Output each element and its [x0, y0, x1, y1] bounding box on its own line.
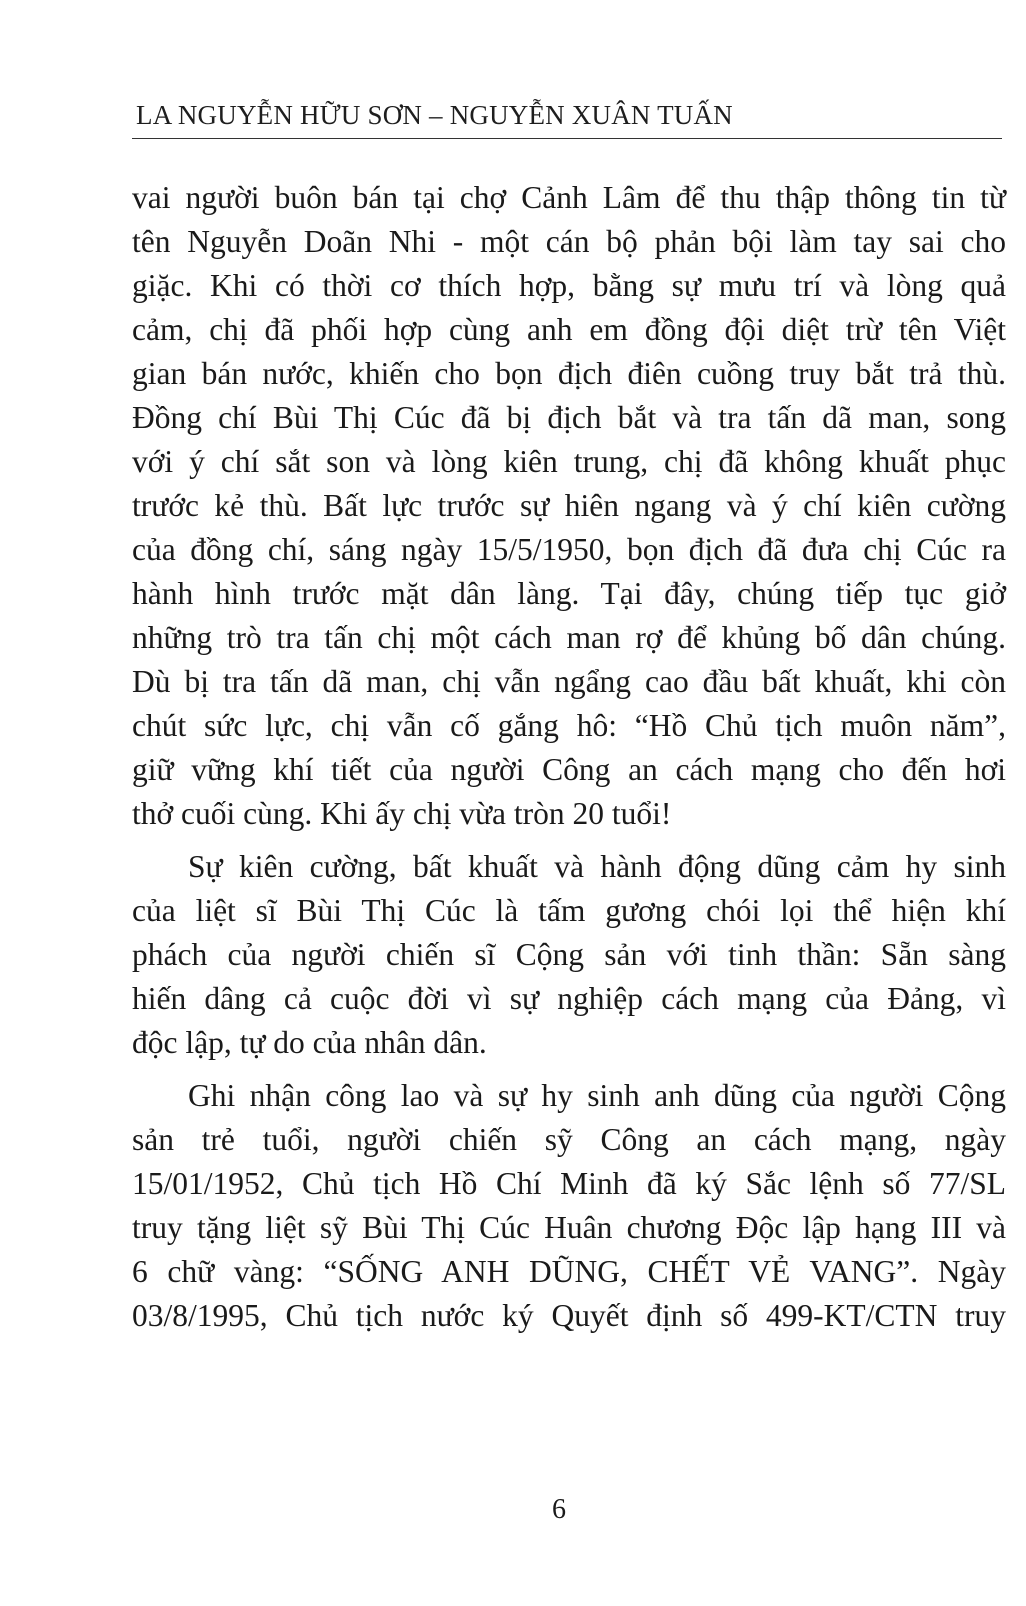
text-line: giữ vững khí tiết của người Công an cách mạng cho đến hơi — [132, 752, 1006, 787]
text-line: những trò tra tấn chị một cách man rợ để khủng bố dân chúng. — [132, 620, 1006, 655]
paragraph-3 — [132, 1074, 1006, 1338]
paragraph-gap — [132, 836, 1006, 845]
text-line: cảm, chị đã phối hợp cùng anh em đồng đội diệt trừ tên Việt — [132, 312, 1006, 347]
text-line: của liệt sĩ Bùi Thị Cúc là tấm gương chói lọi thể hiện khí — [132, 893, 1006, 928]
text-line: truy tặng liệt sỹ Bùi Thị Cúc Huân chương Độc lập hạng III và — [132, 1210, 1006, 1245]
header-rule — [132, 138, 1002, 139]
text-line: Dù bị tra tấn dã man, chị vẫn ngẩng cao đầu bất khuất, khi còn — [132, 664, 1006, 699]
text-line: Ghi nhận công lao và sự hy sinh anh dũng của người Cộng — [188, 1078, 1006, 1113]
body-text — [132, 176, 1006, 1338]
text-line: với ý chí sắt son và lòng kiên trung, chị đã không khuất phục — [132, 444, 1006, 479]
paragraph-gap — [132, 1065, 1006, 1074]
text-line: sản trẻ tuổi, người chiến sỹ Công an cách mạng, ngày — [132, 1122, 1006, 1157]
text-line: 15/01/1952, Chủ tịch Hồ Chí Minh đã ký Sắc lệnh số 77/SL — [132, 1166, 1006, 1201]
text-line: giặc. Khi có thời cơ thích hợp, bằng sự mưu trí và lòng quả — [132, 268, 1006, 303]
paragraph-1 — [132, 176, 1006, 836]
text-line: Sự kiên cường, bất khuất và hành động dũng cảm hy sinh — [188, 849, 1006, 884]
page-number: 6 — [552, 1494, 566, 1525]
text-line: gian bán nước, khiến cho bọn địch điên cuồng truy bắt trả thù. — [132, 356, 1006, 391]
text-line: Đồng chí Bùi Thị Cúc đã bị địch bắt và tra tấn dã man, song — [132, 400, 1006, 435]
text-line: của đồng chí, sáng ngày 15/5/1950, bọn địch đã đưa chị Cúc ra — [132, 532, 1006, 567]
text-line: thở cuối cùng. Khi ấy chị vừa tròn 20 tuổi! — [132, 796, 672, 831]
text-line: 6 chữ vàng: “SỐNG ANH DŨNG, CHẾT VẺ VANG”. Ngày — [132, 1254, 1006, 1289]
paragraph-2 — [132, 845, 1006, 1065]
text-line: vai người buôn bán tại chợ Cảnh Lâm để thu thập thông tin từ — [132, 180, 1006, 215]
text-line: tên Nguyễn Doãn Nhi - một cán bộ phản bội làm tay sai cho — [132, 224, 1006, 259]
text-line: hiến dâng cả cuộc đời vì sự nghiệp cách mạng của Đảng, vì — [132, 981, 1006, 1016]
text-line: phách của người chiến sĩ Cộng sản với tinh thần: Sẵn sàng — [132, 937, 1006, 972]
text-line: trước kẻ thù. Bất lực trước sự hiên ngang và ý chí kiên cường — [132, 488, 1006, 523]
running-header: LA NGUYỄN HỮU SƠN – NGUYỄN XUÂN TUẤN — [136, 100, 733, 130]
text-line: 03/8/1995, Chủ tịch nước ký Quyết định số 499-KT/CTN truy — [132, 1298, 1006, 1333]
text-line: độc lập, tự do của nhân dân. — [132, 1025, 487, 1060]
text-line: chút sức lực, chị vẫn cố gắng hô: “Hồ Chủ tịch muôn năm”, — [132, 708, 1006, 743]
text-line: hành hình trước mặt dân làng. Tại đây, chúng tiếp tục giở — [132, 576, 1006, 611]
